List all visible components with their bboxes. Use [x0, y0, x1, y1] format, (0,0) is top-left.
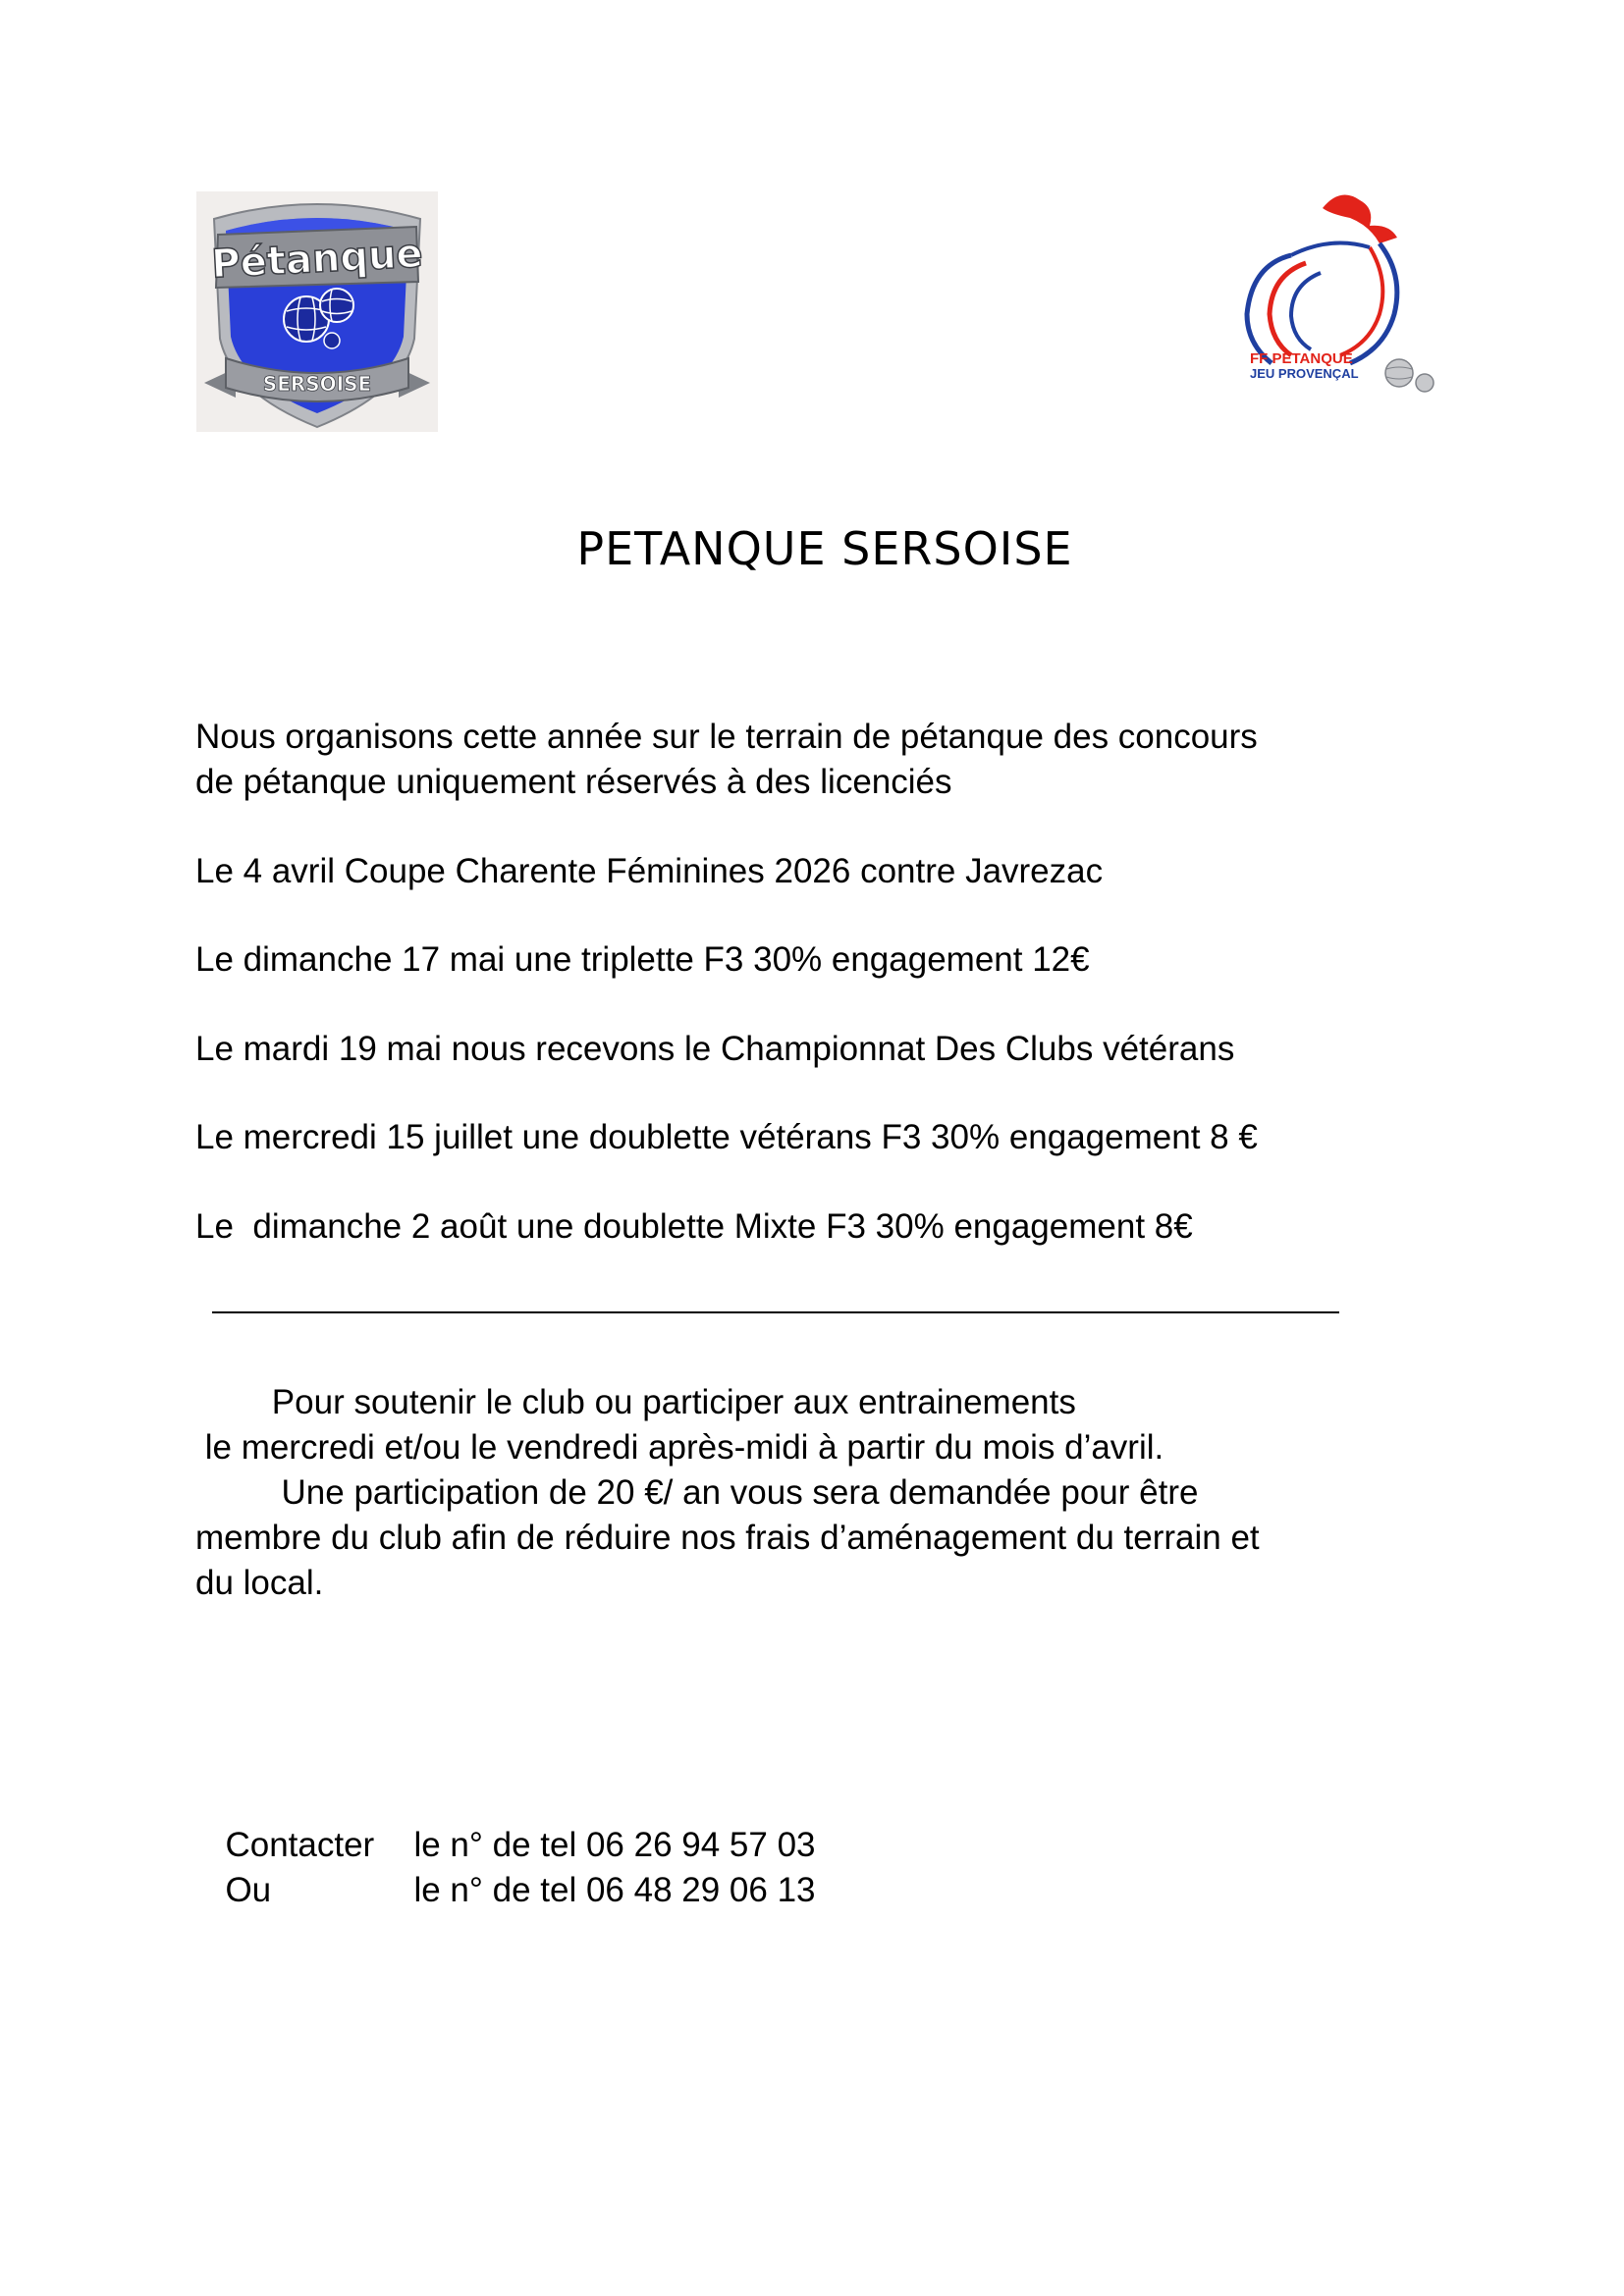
- rooster-logo-graphic: [1232, 187, 1448, 417]
- logo-ribbon-text: SERSOISE: [262, 372, 372, 396]
- logo-ffp-line1: FF PETANQUE: [1250, 350, 1353, 367]
- support-line: Pour soutenir le club ou participer aux entrainements: [195, 1383, 1076, 1421]
- support-line: le mercredi et/ou le vendredi après-midi à partir du mois d’avril.: [195, 1428, 1164, 1467]
- event-line: Le mercredi 15 juillet une doublette vétérans F3 30% engagement 8 €: [195, 1118, 1258, 1156]
- shield-logo-graphic: [196, 191, 438, 432]
- intro-line-2: de pétanque uniquement réservés à des licenciés: [195, 763, 952, 801]
- petanque-sersoise-logo: [196, 191, 438, 432]
- support-line: du local.: [195, 1564, 324, 1602]
- contact-phone: le n° de tel 06 48 29 06 13: [413, 1871, 816, 1909]
- logo-banner-text: Pétanque: [210, 231, 424, 288]
- event-line: Le 4 avril Coupe Charente Féminines 2026 contre Javrezac: [195, 852, 1104, 890]
- logo-ffp-line2: JEU PROVENÇAL: [1250, 366, 1359, 381]
- contact-phone: le n° de tel 06 26 94 57 03: [413, 1826, 816, 1864]
- contact-label: Ou: [225, 1871, 272, 1909]
- support-line: Une participation de 20 €/ an vous sera demandée pour être: [195, 1473, 1199, 1512]
- event-line: Le mardi 19 mai nous recevons le Championnat Des Clubs vétérans: [195, 1030, 1235, 1068]
- intro-line-1: Nous organisons cette année sur le terrain de pétanque des concours: [195, 718, 1258, 756]
- contact-row: [206, 1823, 816, 1913]
- support-line: membre du club afin de réduire nos frais d’aménagement du terrain et: [195, 1519, 1260, 1557]
- event-line: Le dimanche 17 mai une triplette F3 30% engagement 12€: [195, 940, 1090, 979]
- ff-petanque-logo: [1232, 187, 1448, 417]
- divider-line: [212, 1311, 1339, 1313]
- contact-label: Contacter: [225, 1826, 375, 1864]
- event-line: Le dimanche 2 août une doublette Mixte F3 30% engagement 8€: [195, 1207, 1193, 1246]
- page-title: PETANQUE SERSOISE: [576, 522, 1073, 575]
